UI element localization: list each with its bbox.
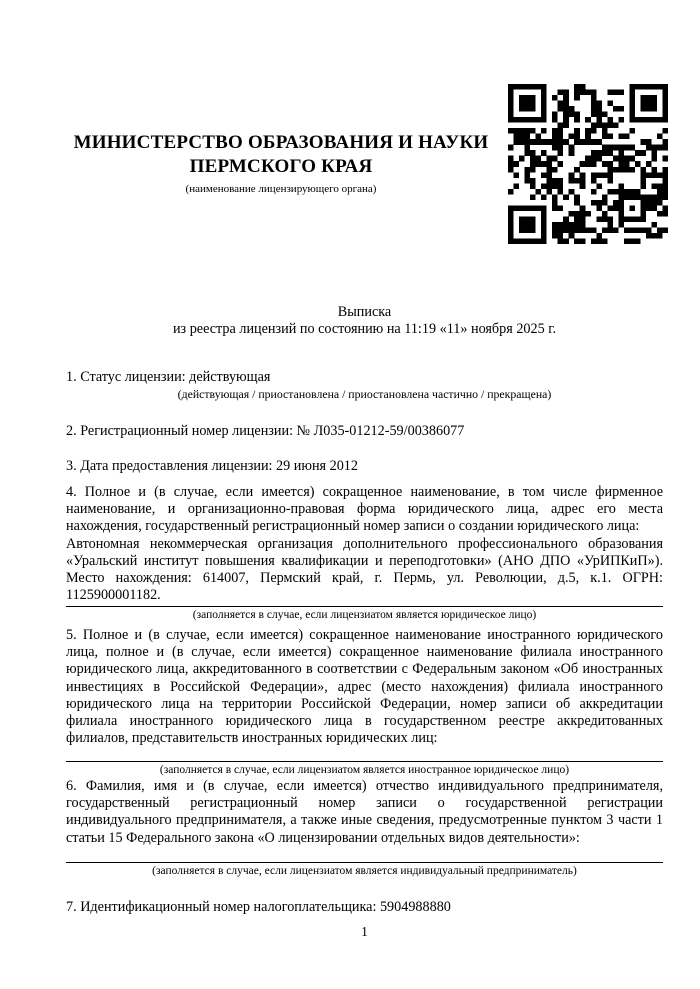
item-4-value: Автономная некоммерческая организация дополнительного профессионального образования «Уральский институт повышения квалификации и переподготовки» (АНО ДПО «УрИПКиП»). Место нахождения: 614007, Пермский край, г. Пермь, ул. Революции, д.5, к.1. ОГРН: 1125900001182. <box>66 535 663 604</box>
item-6-individual-entrepreneur <box>66 778 663 878</box>
ministry-name-line2: ПЕРМСКОГО КРАЯ <box>189 156 373 177</box>
item-2-registration-number <box>66 423 663 440</box>
item-7-text: 7. Идентификационный номер налогоплательщика: 5904988880 <box>66 899 451 915</box>
item-5-blank-fill-line <box>66 747 663 759</box>
item-7-taxpayer-number <box>66 899 663 916</box>
ministry-caption: (наименование лицензирующего органа) <box>185 183 377 195</box>
ministry-name-line1: МИНИСТЕРСТВО ОБРАЗОВАНИЯ И НАУКИ <box>73 132 489 153</box>
title-line2: из реестра лицензий по состоянию на 11:19 «11» ноября 2025 г. <box>172 321 557 338</box>
document-title <box>66 304 663 338</box>
qr-code-icon <box>508 84 668 244</box>
item-1-license-status <box>66 369 663 402</box>
licensing-authority-header <box>66 131 496 196</box>
item-6-blank-fill-line <box>66 847 663 860</box>
item-6-fill-caption: (заполняется в случае, если лицензиатом является индивидуальный предприниматель) <box>66 862 663 878</box>
item-1-caption: (действующая / приостановлена / приостановлена частично / прекращена) <box>177 387 552 402</box>
title-line1: Выписка <box>337 304 392 320</box>
item-4-intro: 4. Полное и (в случае, если имеется) сокращенное наименование, в том числе фирменное наименование, и организационно-правовая форма юридического лица, адрес его места нахождения, государственный регистрационный номер записи о создании юридического лица: <box>66 484 663 535</box>
item-4-fill-caption: (заполняется в случае, если лицензиатом является юридическое лицо) <box>66 606 663 622</box>
item-6-intro: 6. Фамилия, имя и (в случае, если имеется) отчество индивидуального предпринимателя, государственный регистрационный номер записи о государственной регистрации индивидуального предпринимателя, а также иные сведения, предусмотренные пунктом 3 части 1 статьи 15 Федерального закона «О лицензировании отдельных видов деятельности»: <box>66 778 663 846</box>
item-4-legal-entity <box>66 484 663 622</box>
page-number: 1 <box>361 924 368 939</box>
item-1-text: 1. Статус лицензии: действующая <box>66 369 271 385</box>
item-2-text: 2. Регистрационный номер лицензии: № Л035-01212-59/00386077 <box>66 423 465 439</box>
item-5-intro: 5. Полное и (в случае, если имеется) сокращенное наименование иностранного юридического лица, полное и (в случае, если имеется) сокращенное наименование филиала иностранного юридического лица, аккредитованного в соответствии с Федеральным законом «Об иностранных инвестициях в Российской Федерации», адрес (место нахождения) филиала иностранного юридического лица на территории Российской Федерации, номер записи об аккредитации филиала иностранного юридического лица в государственном реестре аккредитованных филиалов, представительств иностранных юридических лиц: <box>66 627 663 747</box>
item-3-text: 3. Дата предоставления лицензии: 29 июня 2012 <box>66 458 358 474</box>
item-5-foreign-entity <box>66 627 663 777</box>
item-3-grant-date <box>66 458 663 475</box>
item-5-fill-caption: (заполняется в случае, если лицензиатом является иностранное юридическое лицо) <box>66 761 663 777</box>
